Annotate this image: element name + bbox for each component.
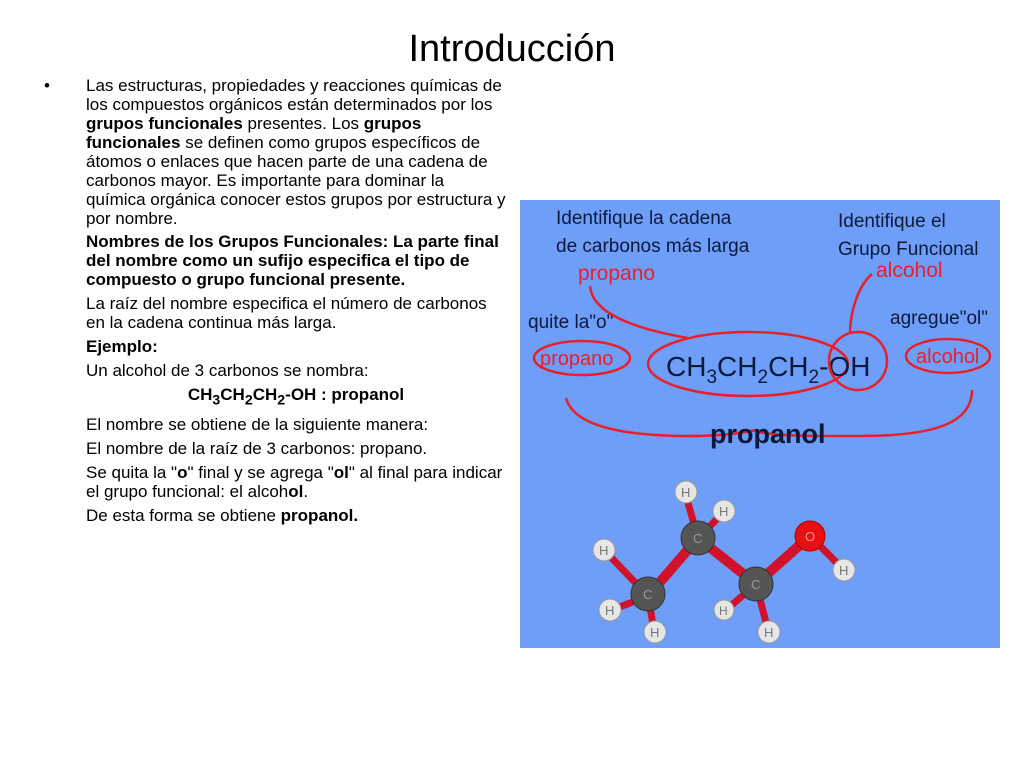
- formula-text: [187, 385, 405, 409]
- propanol-naming-figure: [520, 200, 1000, 648]
- bold-span: ol: [333, 463, 349, 483]
- label-chain-line1: Identifique la cadena: [556, 208, 732, 229]
- atom-label: H: [719, 604, 728, 618]
- text-span: presentes. Los: [242, 114, 364, 133]
- label-alcohol-top: alcohol: [876, 259, 943, 282]
- formula-subscript: 2: [757, 367, 769, 388]
- formula-part: CH: [768, 351, 809, 382]
- subscript: 3: [212, 392, 221, 409]
- atom-label: C: [751, 577, 761, 592]
- label-chain-line2: de carbonos más larga: [556, 236, 750, 257]
- text-span: Las estructuras, propiedades y reacciones químicas de los compuestos orgánicos están determinados por los: [86, 76, 502, 114]
- paragraph-result: [86, 506, 506, 525]
- text-span: CH: [187, 385, 213, 404]
- bullet-marker: •: [44, 76, 50, 95]
- bold-span: propanol.: [280, 506, 359, 526]
- oval-alcohol-label: alcohol: [916, 346, 980, 368]
- paragraph-example-label: [86, 337, 506, 356]
- label-group-line2: Grupo Funcional: [838, 239, 979, 260]
- formula-line: [86, 385, 506, 410]
- text-span: " al final para indicar el grupo funcional: el alcoh: [86, 463, 503, 502]
- slide-title: Introducción: [408, 28, 616, 70]
- formula-part: CH: [717, 351, 758, 382]
- atom-label: H: [599, 543, 609, 558]
- bold-span: Ejemplo:: [86, 337, 158, 356]
- subscript: 2: [277, 392, 286, 409]
- atom-label: O: [805, 529, 816, 544]
- atom-label: H: [650, 625, 660, 640]
- paragraph-intro: [86, 76, 506, 228]
- text-span: De esta forma se obtiene: [86, 506, 281, 526]
- bold-span: o: [177, 463, 188, 483]
- text-span: -OH : propanol: [285, 385, 405, 404]
- slide-body: [86, 76, 506, 530]
- subscript: 2: [244, 392, 253, 409]
- formula-part: OH: [828, 351, 871, 382]
- connector-alcohol: [850, 274, 872, 334]
- paragraph-suffix: [86, 463, 506, 501]
- label-propano-top: propano: [578, 262, 656, 285]
- bracket-left: [566, 398, 700, 436]
- text-span: CH: [220, 385, 245, 404]
- atom-label: H: [839, 563, 849, 578]
- formula-subscript: 2: [808, 367, 820, 388]
- atom-label: C: [693, 531, 703, 546]
- paragraph-root: La raíz del nombre especifica el número de carbonos en la cadena continua más larga.: [86, 294, 487, 332]
- oval-propano-label: propano: [540, 348, 614, 370]
- result-label: propanol: [710, 419, 826, 449]
- bold-span: Nombres de los Grupos Funcionales: La parte final del nombre como un sufijo especifica el tipo de compuesto o grupo funcional presente.: [86, 232, 499, 289]
- atom-label: H: [681, 485, 691, 500]
- text-span: CH: [252, 385, 278, 404]
- atom-label: C: [643, 587, 653, 602]
- paragraph-root-name: El nombre de la raíz de 3 carbonos: propano.: [86, 439, 428, 459]
- bold-span: grupos funcionales: [86, 114, 243, 133]
- formula-part: -: [819, 351, 829, 382]
- atom-label: H: [719, 504, 729, 519]
- text-span: Se quita la ": [86, 463, 178, 483]
- paragraph-group-names: [86, 232, 506, 289]
- bracket-right: [830, 390, 972, 436]
- paragraph-method: El nombre se obtiene de la siguiente manera:: [86, 415, 429, 435]
- text-span: se definen como grupos específicos de átomos o enlaces que hacen parte de una cadena de carbonos mayor. Es importante para dominar la química orgánica conocer estos grupos por estructura y por nombre.: [86, 133, 506, 228]
- paragraph-alcohol: Un alcohol de 3 carbonos se nombra:: [86, 361, 369, 380]
- atom-label: H: [605, 603, 615, 618]
- text-span: .: [303, 482, 309, 502]
- label-quite: quite la"o": [528, 312, 614, 333]
- propanol-diagram: [520, 200, 1000, 648]
- formula-part: CH: [666, 351, 707, 382]
- atom-label: H: [764, 625, 774, 640]
- formula-subscript: 3: [706, 367, 718, 388]
- label-agregue: agregue"ol": [890, 308, 989, 329]
- bold-span: grupos funcionales: [86, 114, 422, 152]
- text-span: " final y se agrega ": [187, 463, 334, 483]
- label-group-line1: Identifique el: [838, 211, 946, 232]
- bold-span: ol: [288, 482, 304, 502]
